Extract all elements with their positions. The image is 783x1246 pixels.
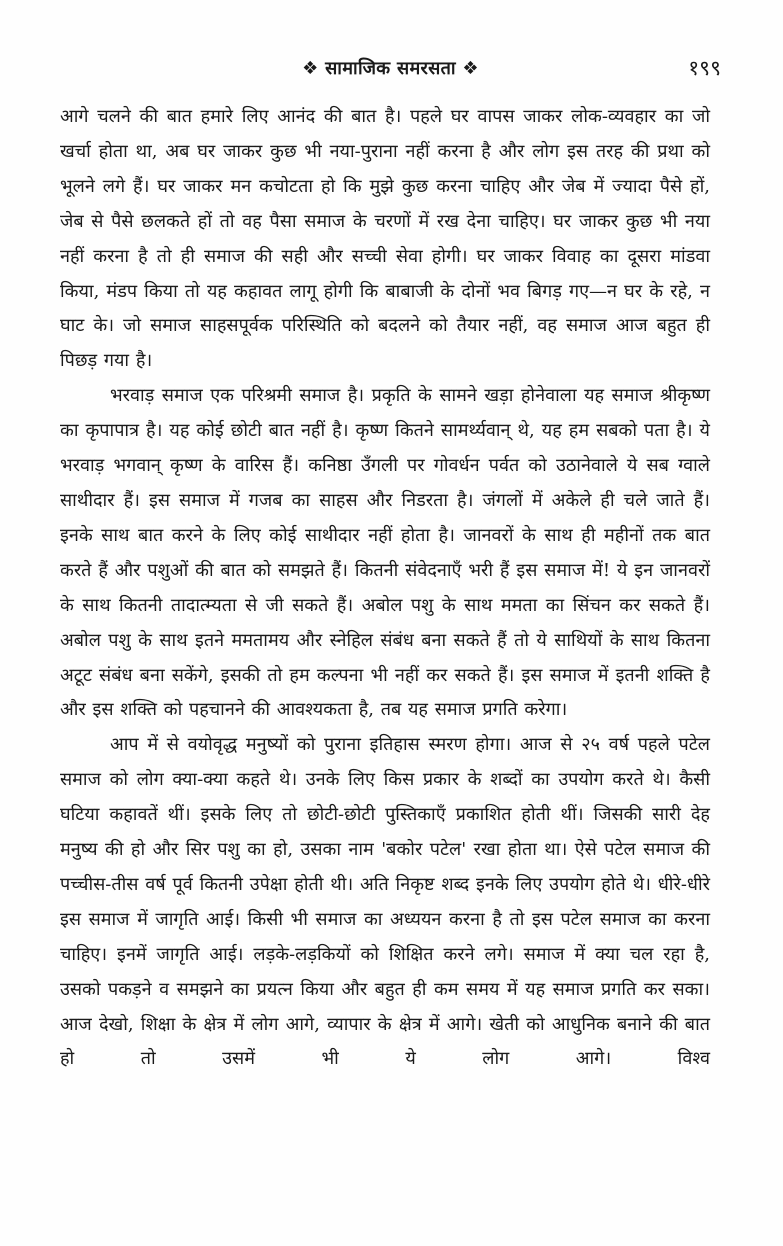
- paragraph-2: भरवाड़ समाज एक परिश्रमी समाज है। प्रकृति के सामने खड़ा होनेवाला यह समाज श्रीकृष्ण का कृपापात्र है। यह कोई छोटी बात नहीं है। कृष्ण कितने सामर्थ्यवान् थे, यह हम सबको पता है। ये भरवाड़ भगवान् कृष्ण के वारिस हैं। कनिष्ठा उँगली पर गोवर्धन पर्वत को उठानेवाले ये सब ग्वाले साथीदार हैं। इस समाज में गजब का साहस और निडरता है। जंगलों में अकेले ही चले जाते हैं। इनके साथ बात करने के लिए कोई साथीदार नहीं होता है। जानवरों के साथ ही महीनों तक बात करते हैं और पशुओं की बात को समझते हैं। कितनी संवेदनाएँ भरी हैं इस समाज में! ये इन जानवरों के साथ कितनी तादात्म्यता से जी सकते हैं। अबोल पशु के साथ ममता का सिंचन कर सकते हैं। अबोल पशु के साथ इतने ममतामय और स्नेहिल संबंध बना सकते हैं तो ये साथियों के साथ कितना अटूट संबंध बना सकेंगे, इसकी तो हम कल्पना भी नहीं कर सकते हैं। इस समाज में इतनी शक्ति है और इस शक्ति को पहचानने की आवश्यकता है, तब यह समाज प्रगति करेगा।: [60, 385, 710, 721]
- running-title: ❖ सामाजिक समरसता ❖: [302, 58, 479, 79]
- body-text: [60, 100, 710, 1077]
- page-header: [60, 56, 721, 86]
- paragraph-1: आगे चलने की बात हमारे लिए आनंद की बात है। पहले घर वापस जाकर लोक-व्यवहार का जो खर्चा होता था, अब घर जाकर कुछ भी नया-पुराना नहीं करना है और लोग इस तरह की प्रथा को भूलने लगे हैं। घर जाकर मन कचोटता हो कि मुझे कुछ करना चाहिए और जेब में ज्यादा पैसे हों, जेब से पैसे छलकते हों तो वह पैसा समाज के चरणों में रख देना चाहिए। घर जाकर कुछ भी नया नहीं करना है तो ही समाज की सही और सच्ची सेवा होगी। घर जाकर विवाह का दूसरा मांडवा किया, मंडप किया तो यह कहावत लागू होगी कि बाबाजी के दोनों भव बिगड़ गए—न घर के रहे, न घाट के। जो समाज साहसपूर्वक परिस्थिति को बदलने को तैयार नहीं, वह समाज आज बहुत ही पिछड़ गया है।: [60, 106, 710, 372]
- paragraph-3: आप में से वयोवृद्ध मनुष्यों को पुराना इतिहास स्मरण होगा। आज से २५ वर्ष पहले पटेल समाज को लोग क्या-क्या कहते थे। उनके लिए किस प्रकार के शब्दों का उपयोग करते थे। कैसी घटिया कहावतें थीं। इसके लिए तो छोटी-छोटी पुस्तिकाएँ प्रकाशित होती थीं। जिसकी सारी देह मनुष्य की हो और सिर पशु का हो, उसका नाम 'बकोर पटेल' रखा होता था। ऐसे पटेल समाज की पच्चीस-तीस वर्ष पूर्व कितनी उपेक्षा होती थी। अति निकृष्ट शब्द इनके लिए उपयोग होते थे। धीरे-धीरे इस समाज में जागृति आई। किसी भी समाज का अध्ययन करना है तो इस पटेल समाज का करना चाहिए। इनमें जागृति आई। लड़के-लड़कियों को शिक्षित करने लगे। समाज में क्या चल रहा है, उसको पकड़ने व समझने का प्रयत्न किया और बहुत ही कम समय में यह समाज प्रगति कर सका। आज देखो, शिक्षा के क्षेत्र में लोग आगे, व्यापार के क्षेत्र में आगे। खेती को आधुनिक बनाने की बात हो तो उसमें भी ये लोग आगे। विश्व: [60, 734, 710, 1070]
- page-number: १९९: [688, 56, 721, 80]
